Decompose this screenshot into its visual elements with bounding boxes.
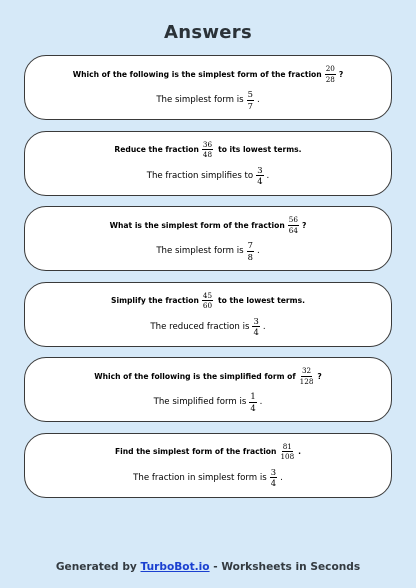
question-text xyxy=(110,213,307,237)
fraction-denominator: 48 xyxy=(202,150,213,159)
answer-fraction xyxy=(247,241,254,261)
question-fraction xyxy=(279,443,295,460)
answer-prefix: The fraction simplifies to xyxy=(146,170,254,181)
answer-prefix: The simplified form is xyxy=(153,397,247,407)
question-suffix: ? xyxy=(301,220,307,230)
answer-text xyxy=(147,163,270,189)
answer-fraction xyxy=(249,392,256,412)
question-suffix: to the lowest terms. xyxy=(218,296,305,305)
fraction-numerator: 45 xyxy=(202,290,213,300)
answer-fraction xyxy=(270,468,277,488)
answer-prefix: The reduced fraction is xyxy=(150,321,250,332)
question-text xyxy=(94,364,322,388)
answer-text xyxy=(133,465,283,491)
question-prefix: Reduce the fraction xyxy=(114,145,199,154)
answer-text xyxy=(156,87,259,113)
answer-card xyxy=(24,131,392,196)
question-fraction xyxy=(202,141,213,158)
answer-card xyxy=(24,282,392,347)
question-fraction xyxy=(299,367,315,384)
answer-prefix: The simplest form is xyxy=(156,95,244,105)
answer-fraction xyxy=(247,90,254,110)
question-prefix: Which of the following is the simplified form of xyxy=(94,371,296,381)
answer-card xyxy=(24,55,392,120)
answer-card xyxy=(24,206,392,271)
answer-suffix: . xyxy=(256,246,260,256)
answer-suffix: . xyxy=(280,472,283,483)
fraction-denominator: 8 xyxy=(247,251,253,262)
answer-suffix: . xyxy=(256,95,260,105)
fraction-numerator: 32 xyxy=(301,366,312,376)
fraction-denominator: 60 xyxy=(202,301,213,310)
question-suffix: to its lowest terms. xyxy=(218,145,302,154)
question-prefix: Simplify the fraction xyxy=(111,296,199,305)
fraction-denominator: 4 xyxy=(253,327,259,337)
fraction-numerator: 1 xyxy=(250,391,256,402)
fraction-denominator: 128 xyxy=(299,376,314,386)
turbobot-link[interactable]: TurboBot.io xyxy=(140,561,210,573)
fraction-numerator: 5 xyxy=(247,89,253,100)
answer-text xyxy=(156,238,259,264)
question-fraction xyxy=(202,292,213,309)
fraction-numerator: 20 xyxy=(325,64,335,74)
fraction-numerator: 3 xyxy=(253,315,259,326)
fraction-numerator: 56 xyxy=(288,215,298,225)
answer-fraction xyxy=(256,166,263,186)
answer-card xyxy=(24,433,392,498)
question-prefix: Which of the following is the simplest form of the fraction xyxy=(72,69,322,79)
answer-list xyxy=(24,55,392,508)
question-suffix: . xyxy=(298,447,302,456)
fraction-numerator: 36 xyxy=(202,139,213,149)
question-prefix: Find the simplest form of the fraction xyxy=(114,447,277,456)
answer-prefix: The fraction in simplest form is xyxy=(133,472,267,483)
question-text xyxy=(73,62,344,86)
fraction-numerator: 81 xyxy=(282,441,292,451)
fraction-denominator: 108 xyxy=(280,452,295,461)
fraction-denominator: 4 xyxy=(257,176,263,186)
fraction-numerator: 3 xyxy=(257,164,263,175)
footer xyxy=(0,561,416,573)
fraction-denominator: 28 xyxy=(325,74,335,84)
footer-suffix: - Worksheets in Seconds xyxy=(213,561,361,573)
answer-suffix: . xyxy=(259,397,263,407)
answer-text xyxy=(150,314,265,340)
fraction-denominator: 7 xyxy=(247,100,253,111)
answer-fraction xyxy=(252,317,259,337)
fraction-denominator: 4 xyxy=(270,478,277,488)
question-suffix: ? xyxy=(338,69,344,79)
question-text xyxy=(115,440,301,464)
question-text xyxy=(111,289,305,313)
question-text xyxy=(114,138,301,162)
fraction-numerator: 7 xyxy=(247,240,253,251)
fraction-denominator: 4 xyxy=(250,402,256,413)
page-title: Answers xyxy=(164,22,252,43)
answer-prefix: The simplest form is xyxy=(156,246,244,256)
answer-card xyxy=(24,357,392,422)
question-fraction xyxy=(288,216,299,233)
answer-text xyxy=(154,389,263,415)
question-suffix: ? xyxy=(317,371,322,381)
footer-prefix: Generated by xyxy=(55,561,137,573)
fraction-numerator: 3 xyxy=(270,466,277,477)
fraction-denominator: 64 xyxy=(288,225,298,235)
answer-suffix: . xyxy=(262,321,266,332)
answer-suffix: . xyxy=(266,170,270,181)
question-prefix: What is the simplest form of the fraction xyxy=(109,220,285,230)
question-fraction xyxy=(325,65,336,82)
